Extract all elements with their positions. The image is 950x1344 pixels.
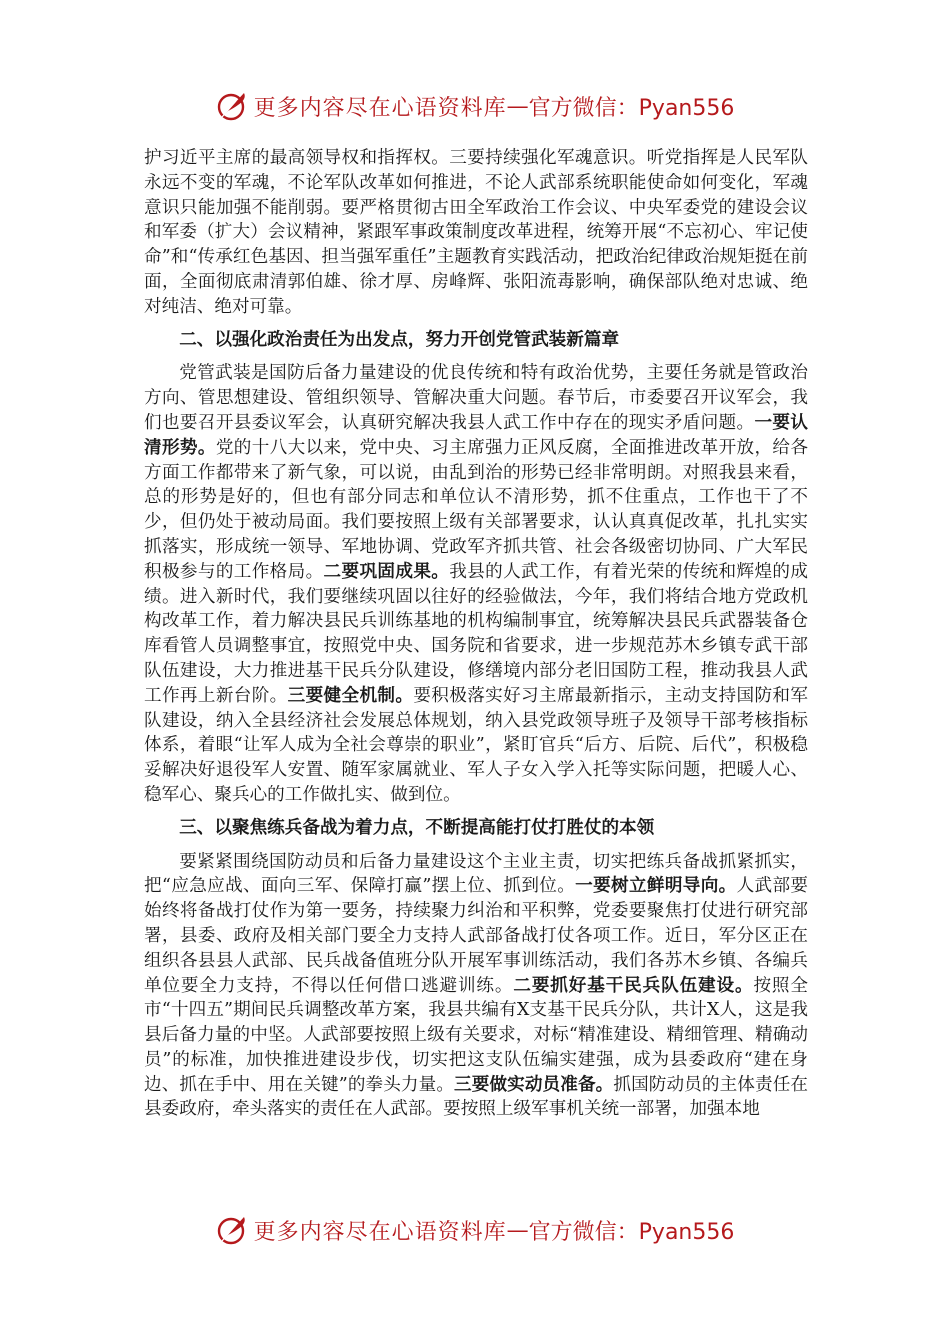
point-2-text: 按照全市“十四五”期间民兵调整改革方案，我县共编有X支基干民兵分队，共计X人，这是我县后备力量的中坚。人武部要按照上级有关要求，对标“精准建设、精细管理、精确动员”的标准，加快推进建设步伐，切实把这支队伍编实建强，成为县委政府“建在身边、抓在手中、用在关键”的拳头力量。 (144, 975, 808, 1095)
point-1-heading: 一要树立鲜明导向。 (575, 875, 737, 897)
paragraph-3-intro: 要紧紧围绕国防动员和后备力量建设这个主业主责，切实把练兵备战抓紧抓实，把“应急应战、面向三军、保障打赢”摆上位、抓到位。 (144, 851, 808, 897)
point-2-heading: 二要抓好基干民兵队伍建设。 (513, 974, 754, 996)
paragraph-1: 护习近平主席的最高领导权和指挥权。三要持续强化军魂意识。听党指挥是人民军队永远不变的军魂，不论军队改革如何推进，不论人武部系统职能使命如何变化，军魂意识只能加强不能削弱。要严格贯彻古田全军政治工作会议、中央军委党的建设会议和军委（扩大）会议精神，紧跟军事政策制度改革进程，统筹开展“不忘初心、牢记使命”和“传承红色基因、担当强军重任”主题教育实践活动，把政治纪律政治规矩挺在前面，全面彻底肃清郭伯雄、徐才厚、房峰辉、张阳流毒影响，确保部队绝对忠诚、绝对纯洁、绝对可靠。 (144, 148, 808, 317)
banner-dash: — (506, 93, 529, 119)
point-3-heading: 三要做实动员准备。 (454, 1073, 614, 1095)
feather-pen-logo-icon (216, 1213, 250, 1247)
point-2-heading: 二要巩固成果。 (323, 560, 450, 582)
feather-pen-logo-icon (216, 89, 250, 123)
banner-site-name: 更多内容尽在心语资料库 (253, 1219, 507, 1245)
paragraph-2-intro: 党管武装是国防后备力量建设的优良传统和特有政治优势，主要任务就是管政治方向、管思想建设、管组织领导、管解决重大问题。春节后，市委要召开议军会，我们也要召开县委议军会，认真研究解决我县人武工作中存在的现实矛盾问题。 (144, 363, 808, 433)
banner-wechat: 官方微信：Pyan556 (528, 95, 735, 121)
document-body (144, 146, 808, 1122)
banner-dash: — (506, 1217, 529, 1243)
header-banner (0, 86, 950, 126)
point-3-text: 抓国防动员的主体责任在县委政府，牵头落实的责任在人武部。要按照上级军事机关统一部署，加强本地 (144, 1074, 808, 1120)
point-3-text: 要积极落实好习主席最新指示，主动支持国防和军队建设，纳入全县经济社会发展总体规划，纳入县党政领导班子及领导干部考核指标体系，着眼“让军人成为全社会尊崇的职业”，紧盯官兵“后方、后院、后代”，积极稳妥解决好退役军人安置、随军家属就业、军人子女入学入托等实际问题，把暖人心、稳军心、聚兵心的工作做扎实、做到位。 (144, 685, 808, 805)
point-2-text: 我县的人武工作，有着光荣的传统和辉煌的成绩。进入新时代，我们要继续巩固以往好的经验做法，今年，我们将结合地方党政机构改革工作，着力解决县民兵训练基地的机构编制事宜，统筹解决县民兵武器装备仓库看管人员调整事宜，按照党中央、国务院和省要求，进一步规范苏木乡镇专武干部队伍建设，大力推进基干民兵分队建设，修缮境内部分老旧国防工程，推动我县人武工作再上新台阶。 (144, 561, 808, 706)
paragraph-2 (144, 361, 808, 807)
point-1-heading: 一要认清形势。 (144, 411, 808, 458)
footer-banner (0, 1210, 950, 1250)
point-3-heading: 三要健全机制。 (287, 684, 414, 706)
banner-wechat: 官方微信：Pyan556 (528, 1219, 735, 1245)
point-1-text: 人武部要始终将备战打仗作为第一要务，持续聚力纠治和平积弊，党委要聚焦打仗进行研究部署，县委、政府及相关部门要全力支持人武部备战打仗各项工作。近日，军分区正在组织各县县人武部、民兵战备值班分队开展军事训练活动，我们各苏木乡镇、各编兵单位要全力支持，不得以任何借口逃避训练。 (144, 876, 808, 996)
paragraph-3 (144, 850, 808, 1123)
point-1-text: 党的十八大以来，党中央、习主席强力正风反腐，全面推进改革开放，给各方面工作都带来了新气象，可以说，由乱到治的形势已经非常明朗。对照我县来看，总的形势是好的，但也有部分同志和单位认不清形势，抓不住重点，工作也干了不少，但仍处于被动局面。我们要按照上级有关部署要求，认认真真促改革，扎扎实实抓落实，形成统一领导、军地协调、党政军齐抓共管、社会各级密切协同、广大军民积极参与的工作格局。 (144, 437, 808, 582)
section-heading-3: 三、以聚焦练兵备战为着力点，不断提高能打仗打胜仗的本领 (179, 816, 655, 838)
section-heading-2: 二、以强化政治责任为出发点，努力开创党管武装新篇章 (179, 328, 620, 350)
banner-site-name: 更多内容尽在心语资料库 (253, 95, 507, 121)
